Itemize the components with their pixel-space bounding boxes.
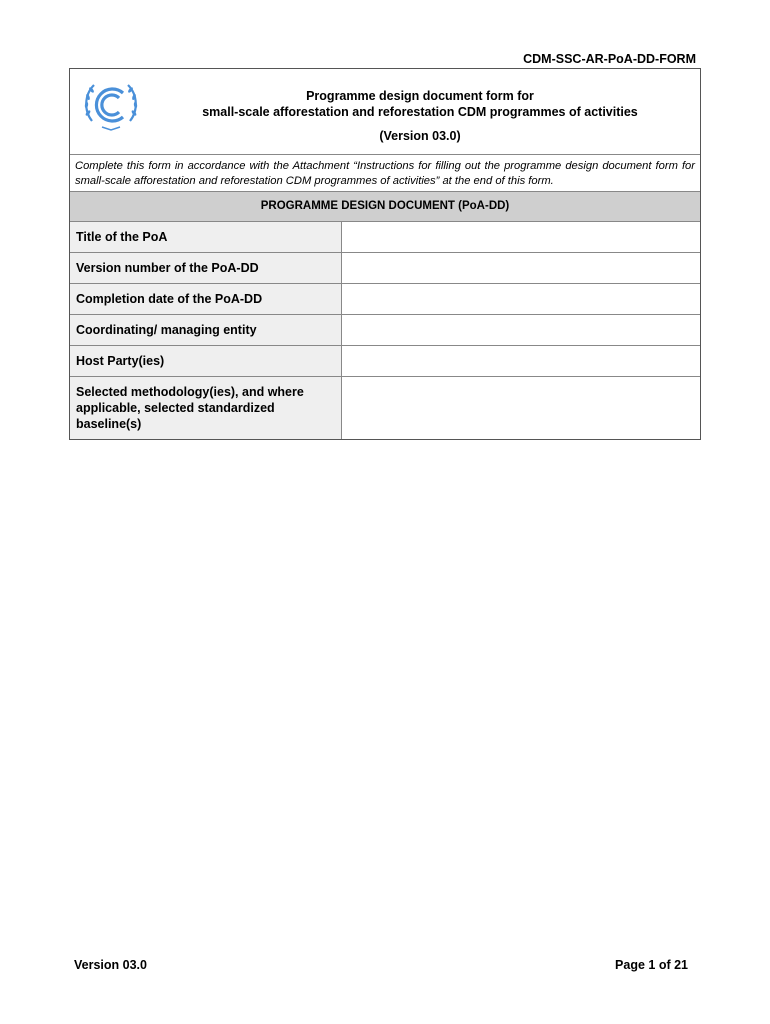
field-label-host-parties: Host Party(ies) — [70, 346, 342, 377]
field-label-version-number: Version number of the PoA-DD — [70, 253, 342, 284]
form-header — [70, 69, 700, 155]
table-row — [70, 222, 700, 253]
poa-dd-fields-table — [70, 222, 700, 439]
field-label-title: Title of the PoA — [70, 222, 342, 253]
field-input-methodologies[interactable] — [342, 377, 701, 440]
unfccc-emblem-icon — [80, 77, 142, 133]
section-title: PROGRAMME DESIGN DOCUMENT (PoA-DD) — [70, 192, 700, 222]
field-input-host-parties[interactable] — [342, 346, 701, 377]
table-row — [70, 284, 700, 315]
form-version: (Version 03.0) — [379, 129, 461, 143]
field-input-title[interactable] — [342, 222, 701, 253]
form-title-block — [150, 88, 690, 144]
table-row — [70, 253, 700, 284]
document-code: CDM-SSC-AR-PoA-DD-FORM — [523, 52, 696, 66]
field-input-coordinating-entity[interactable] — [342, 315, 701, 346]
form-title-line-2: small-scale afforestation and reforestation CDM programmes of activities — [202, 105, 638, 119]
form-frame — [69, 68, 701, 440]
footer-page-number: Page 1 of 21 — [615, 958, 688, 972]
field-label-methodologies: Selected methodology(ies), and where applicable, selected standardized baseline(s) — [70, 377, 342, 440]
table-row — [70, 315, 700, 346]
field-input-completion-date[interactable] — [342, 284, 701, 315]
footer-version: Version 03.0 — [74, 958, 147, 972]
instructions-text: Complete this form in accordance with the Attachment “Instructions for filling out the programme design document form for small-scale afforestation and reforestation CDM programmes of activities” at the end of this form. — [70, 155, 700, 192]
field-label-coordinating-entity: Coordinating/ managing entity — [70, 315, 342, 346]
form-title-line-1: Programme design document form for — [306, 89, 534, 103]
table-row — [70, 377, 700, 440]
field-label-completion-date: Completion date of the PoA-DD — [70, 284, 342, 315]
table-row — [70, 346, 700, 377]
field-input-version-number[interactable] — [342, 253, 701, 284]
